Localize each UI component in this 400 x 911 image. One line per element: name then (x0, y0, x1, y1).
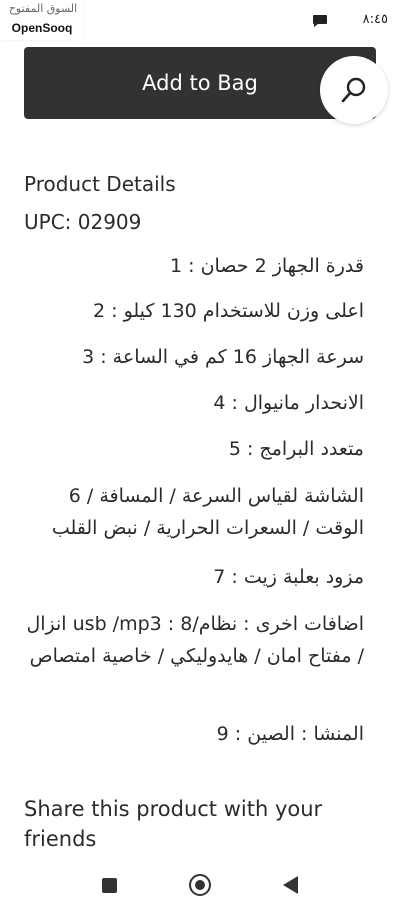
detail-line: الانحدار مانيوال : 4 (213, 392, 364, 414)
nav-back-icon[interactable] (283, 876, 298, 894)
status-time: ٨:٤٥ (362, 12, 388, 27)
opensooq-watermark (0, 0, 84, 40)
product-details-heading: Product Details (24, 172, 176, 196)
search-button[interactable] (320, 56, 388, 124)
detail-line: متعدد البرامج : 5 (228, 438, 364, 460)
product-upc: UPC: 02909 (24, 210, 142, 234)
share-product-text: Share this product with your friends (24, 797, 323, 851)
detail-line: سرعة الجهاز 16 كم في الساعة : 3 (82, 346, 364, 368)
detail-line: المنشا : الصين : 9 (216, 723, 364, 745)
detail-line: قدرة الجهاز 2 حصان : 1 (170, 255, 364, 277)
detail-line: اضافات اخرى : نظام/usb /mp3 : 8 انزال / مفتاح امان / هايدوليكي / خاصية امتصاص (26, 613, 364, 667)
watermark-english: OpenSooq (11, 21, 73, 35)
chat-icon (312, 14, 328, 28)
detail-line: مزود بعلبة زيت : 7 (213, 566, 364, 588)
nav-recents-icon[interactable] (102, 878, 117, 893)
nav-home-icon[interactable] (189, 874, 211, 896)
add-to-bag-button[interactable]: Add to Bag (24, 47, 376, 119)
detail-line: اعلى وزن للاستخدام 130 كيلو : 2 (93, 300, 364, 322)
system-nav-bar (0, 866, 400, 911)
search-icon (340, 76, 368, 104)
watermark-arabic: السوق المفتوح (8, 2, 78, 15)
detail-line: الشاشة لقياس السرعة / المسافة / 6 الوقت / السعرات الحرارية / نبض القلب (51, 485, 364, 539)
